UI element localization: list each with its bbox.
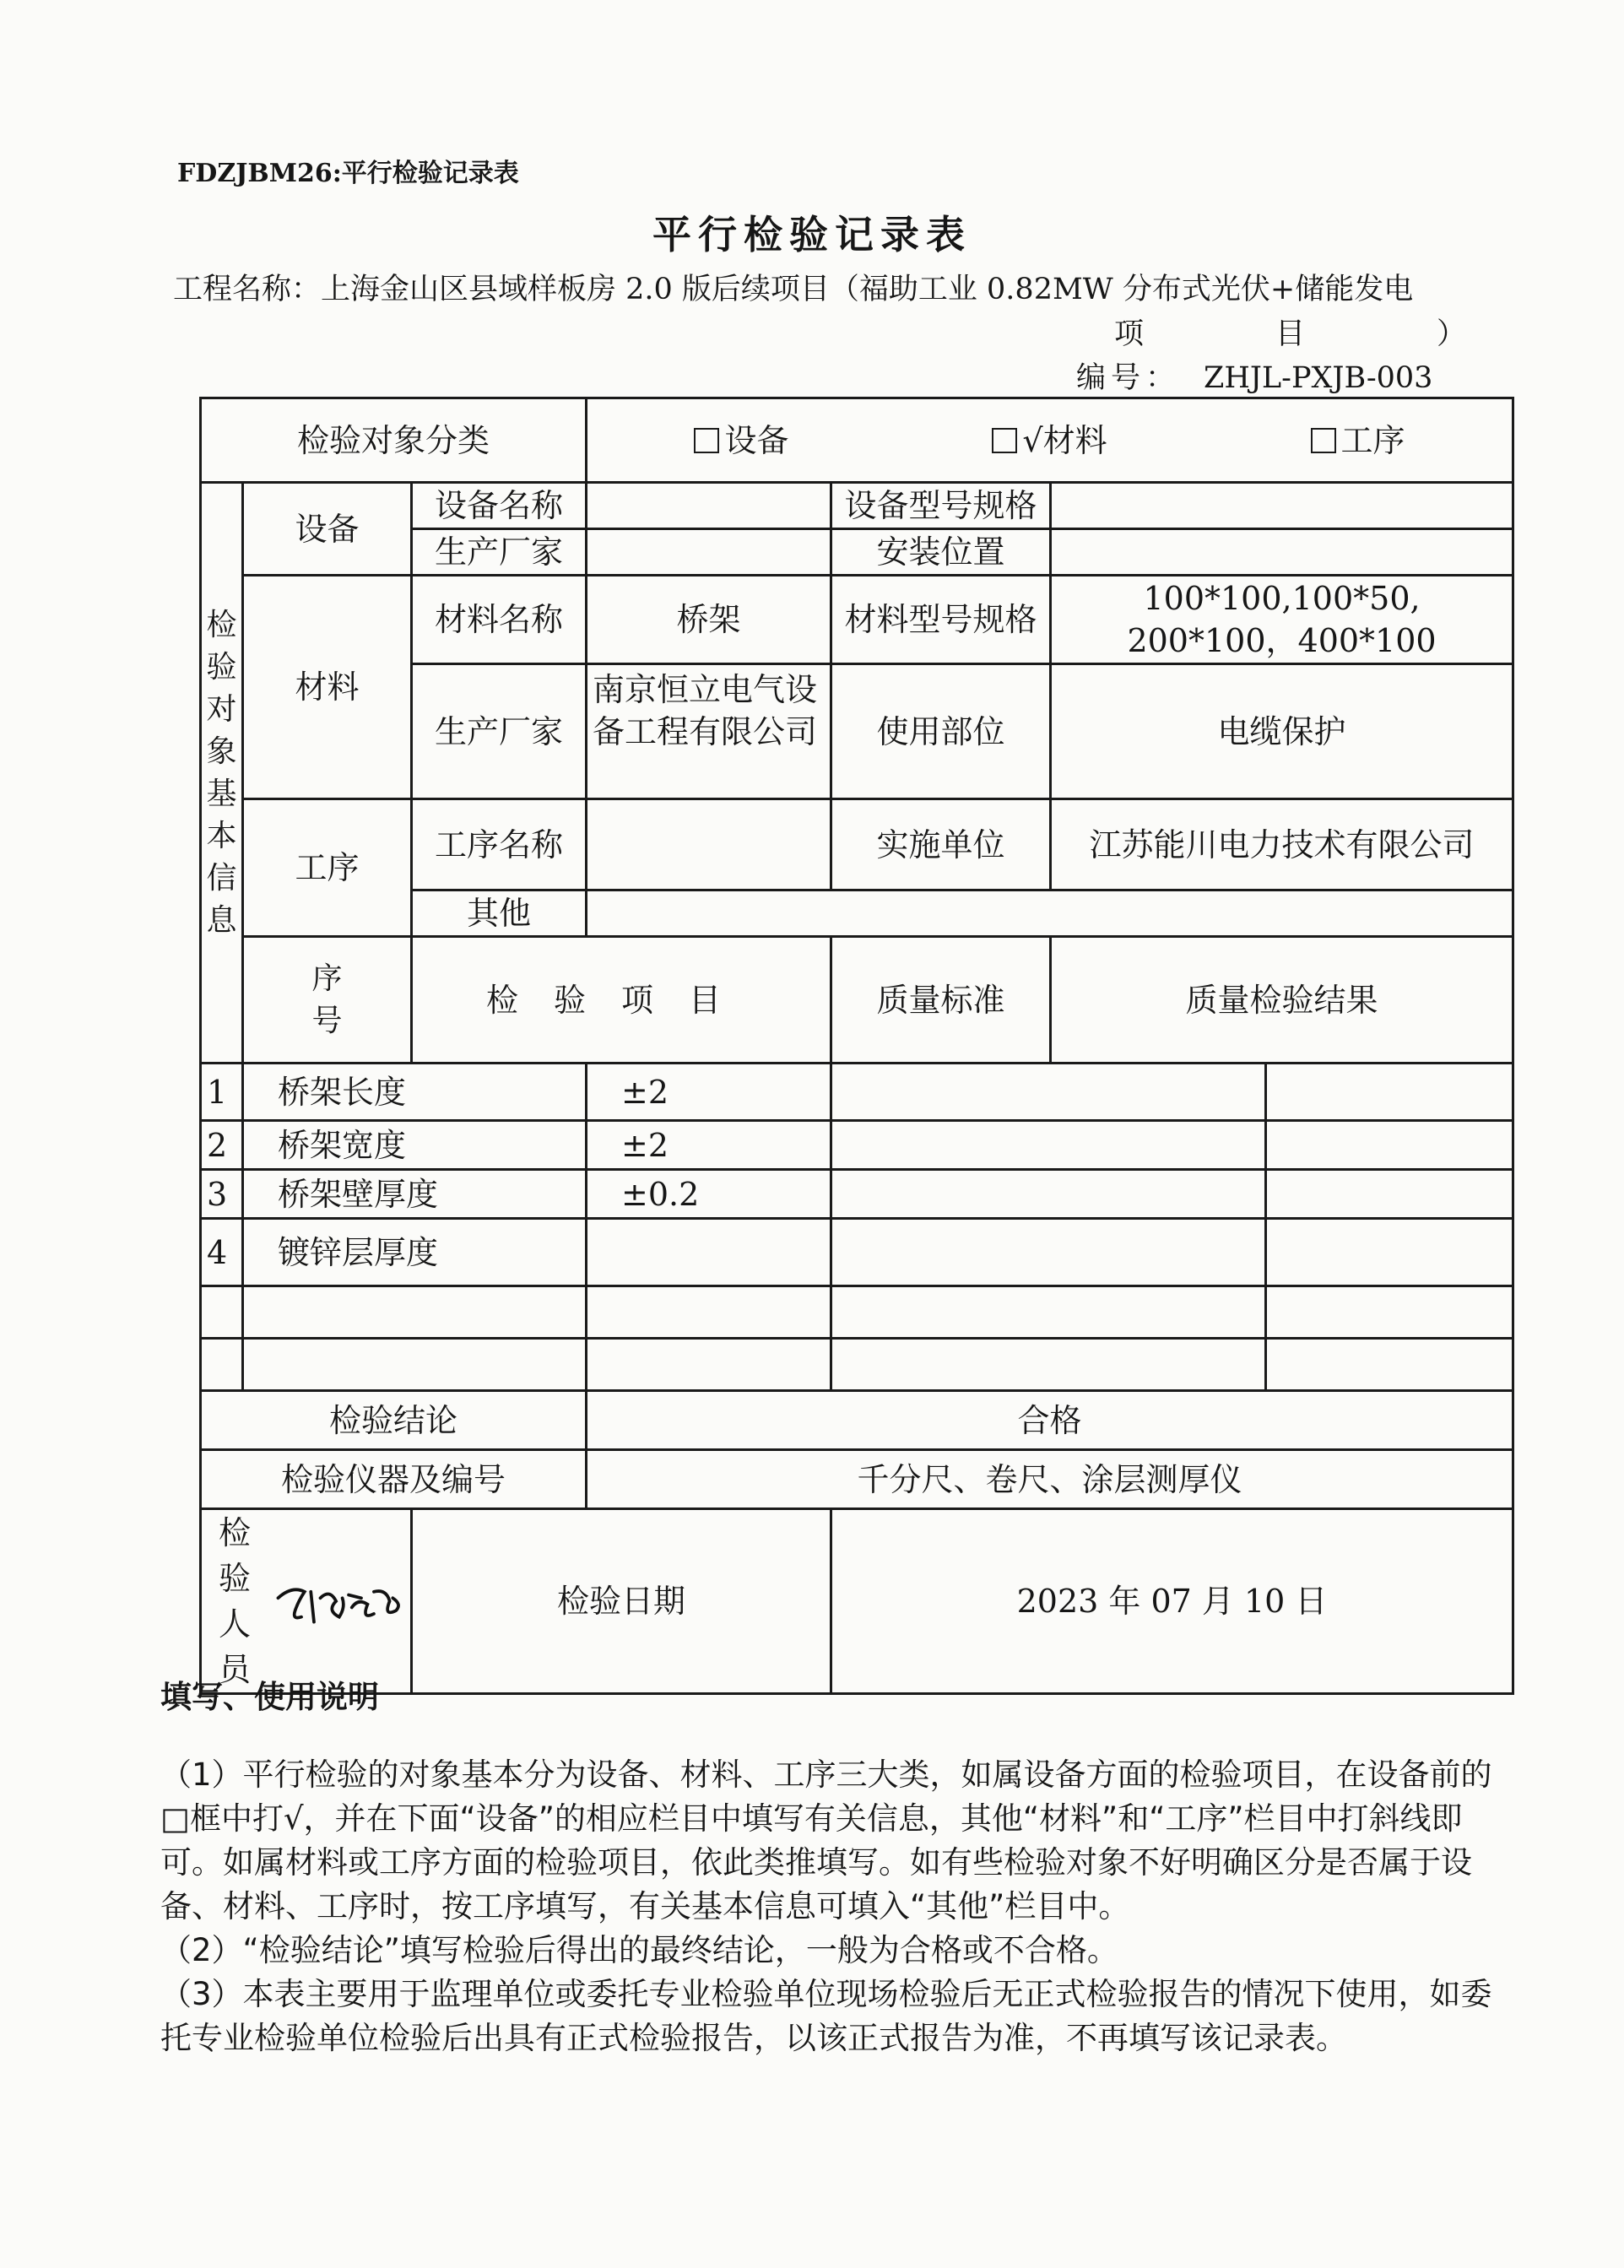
table-row [201, 1339, 1513, 1391]
row-seq: 3 [201, 1170, 243, 1219]
row-seq [201, 1339, 243, 1391]
material-usage-value[interactable]: 电缆保护 [1051, 664, 1513, 799]
row-standard: ±2 [587, 1121, 831, 1170]
material-maker-value[interactable]: 南京恒立电气设备工程有限公司 [587, 664, 831, 799]
table-row [201, 1286, 1513, 1339]
equipment-model-label: 设备型号规格 [831, 483, 1051, 529]
row-standard [587, 1219, 831, 1286]
items-header-row [201, 937, 1513, 1064]
process-name-value[interactable] [587, 799, 831, 890]
equipment-name-value[interactable] [587, 483, 831, 529]
table-row [201, 1121, 1513, 1170]
category-label: 检验对象分类 [201, 398, 587, 483]
material-name-value[interactable]: 桥架 [587, 576, 831, 664]
date-value[interactable]: 2023 年 07 月 10 日 [831, 1509, 1513, 1694]
row-result[interactable] [831, 1219, 1266, 1286]
instrument-label: 检验仪器及编号 [201, 1450, 587, 1509]
category-option-equipment[interactable]: 设备 [694, 419, 788, 462]
row-seq [201, 1286, 243, 1339]
seq-header: 序 号 [243, 937, 412, 1064]
equipment-location-value[interactable] [1051, 529, 1513, 576]
instrument-row [201, 1450, 1513, 1509]
category-options [587, 398, 1513, 483]
conclusion-label: 检验结论 [201, 1391, 587, 1450]
table-row [201, 1219, 1513, 1286]
row-item [243, 1339, 587, 1391]
row-remark[interactable] [1266, 1064, 1513, 1121]
inspector-signature [267, 1563, 405, 1639]
material-label: 材料 [243, 576, 412, 799]
material-maker-label: 生产厂家 [412, 664, 587, 799]
inspection-record-table [199, 397, 1514, 1695]
row-result[interactable] [831, 1121, 1266, 1170]
form-number [1076, 355, 1432, 397]
row-standard [587, 1339, 831, 1391]
instructions-heading: 填写、使用说明 [160, 1679, 379, 1715]
instrument-value[interactable]: 千分尺、卷尺、涂层测厚仪 [587, 1450, 1513, 1509]
material-model-label: 材料型号规格 [831, 576, 1051, 664]
row-remark[interactable] [1266, 1170, 1513, 1219]
page-title: 平行检验记录表 [652, 212, 972, 257]
check-mark: √ [1022, 421, 1043, 459]
row-result[interactable] [831, 1339, 1266, 1391]
category-option-material[interactable]: √材料 [992, 419, 1107, 462]
row-seq: 2 [201, 1121, 243, 1170]
row-item: 桥架长度 [243, 1064, 587, 1121]
item-header: 检验项目 [412, 937, 831, 1064]
checkbox-equipment[interactable] [694, 428, 719, 453]
equipment-maker-label: 生产厂家 [412, 529, 587, 576]
category-option-process[interactable]: 工序 [1311, 419, 1405, 462]
row-result[interactable] [831, 1170, 1266, 1219]
instruction-paragraph: （3）本表主要用于监理单位或委托专业检验单位现场检验后无正式检验报告的情况下使用，如委托专业检验单位检验后出具有正式检验报告，以该正式报告为准，不再填写该记录表。 [160, 1976, 1492, 2056]
row-item: 桥架壁厚度 [243, 1170, 587, 1219]
table-row [201, 1064, 1513, 1121]
equipment-row-1 [201, 483, 1513, 529]
equipment-label: 设备 [243, 483, 412, 576]
result-header: 质量检验结果 [1051, 937, 1513, 1064]
row-standard: ±0.2 [587, 1170, 831, 1219]
inspector-label: 检验 人员 [219, 1514, 252, 1688]
row-remark[interactable] [1266, 1339, 1513, 1391]
process-unit-value[interactable]: 江苏能川电力技术有限公司 [1051, 799, 1513, 890]
instruction-paragraph: （1）平行检验的对象基本分为设备、材料、工序三大类，如属设备方面的检验项目，在设备前的□框中打√，并在下面“设备”的相应栏目中填写有关信息，其他“材料”和“工序”栏目中打斜线即可。如属材料或工序方面的检验项目，依此类推填写。如有些检验对象不好明确区分是否属于设备、材料、工序时，按工序填写，有关基本信息可填入“其他”栏目中。 [160, 1756, 1492, 1924]
process-other-label: 其他 [412, 890, 587, 937]
checkbox-process[interactable] [1311, 428, 1336, 453]
basic-info-vertical-label: 检 验 对 象 基 本 信 息 [201, 483, 243, 1064]
row-seq: 4 [201, 1219, 243, 1286]
inspector-row [201, 1509, 1513, 1694]
row-standard: ±2 [587, 1064, 831, 1121]
process-other-value[interactable] [587, 890, 1513, 937]
process-unit-label: 实施单位 [831, 799, 1051, 890]
process-row-1 [201, 799, 1513, 890]
row-result[interactable] [831, 1286, 1266, 1339]
form-number-value: ZHJL-PXJB-003 [1204, 361, 1433, 395]
process-label: 工序 [243, 799, 412, 937]
conclusion-value[interactable]: 合格 [587, 1391, 1513, 1450]
inspector-cell [201, 1509, 412, 1694]
row-remark[interactable] [1266, 1219, 1513, 1286]
standard-header: 质量标准 [831, 937, 1051, 1064]
row-remark[interactable] [1266, 1286, 1513, 1339]
row-item [243, 1286, 587, 1339]
row-remark[interactable] [1266, 1121, 1513, 1170]
project-name-continuation: 项 目 ） [1114, 317, 1472, 351]
equipment-model-value[interactable] [1051, 483, 1513, 529]
conclusion-row [201, 1391, 1513, 1450]
equipment-name-label: 设备名称 [412, 483, 587, 529]
material-name-label: 材料名称 [412, 576, 587, 664]
instructions-section [160, 1675, 1511, 2060]
row-result[interactable] [831, 1064, 1266, 1121]
material-usage-label: 使用部位 [831, 664, 1051, 799]
row-item: 镀锌层厚度 [243, 1219, 587, 1286]
equipment-maker-value[interactable] [587, 529, 831, 576]
checkbox-material[interactable] [992, 428, 1017, 453]
table-row [201, 1170, 1513, 1219]
form-code: FDZJBM26:平行检验记录表 [177, 159, 519, 188]
row-standard [587, 1286, 831, 1339]
material-row-1 [201, 576, 1513, 664]
date-label: 检验日期 [412, 1509, 831, 1694]
project-name: 工程名称：上海金山区县域样板房 2.0 版后续项目（福助工业 0.82MW 分布式光伏+储能发电 [173, 273, 1414, 306]
form-number-label: 编号： [1076, 361, 1181, 395]
equipment-location-label: 安装位置 [831, 529, 1051, 576]
process-name-label: 工序名称 [412, 799, 587, 890]
row-item: 桥架宽度 [243, 1121, 587, 1170]
row-seq: 1 [201, 1064, 243, 1121]
category-row [201, 398, 1513, 483]
material-model-value[interactable]: 100*100,100*50, 200*100，400*100 [1051, 576, 1513, 664]
instruction-paragraph: （2）“检验结论”填写检验后得出的最终结论，一般为合格或不合格。 [160, 1932, 1118, 1968]
